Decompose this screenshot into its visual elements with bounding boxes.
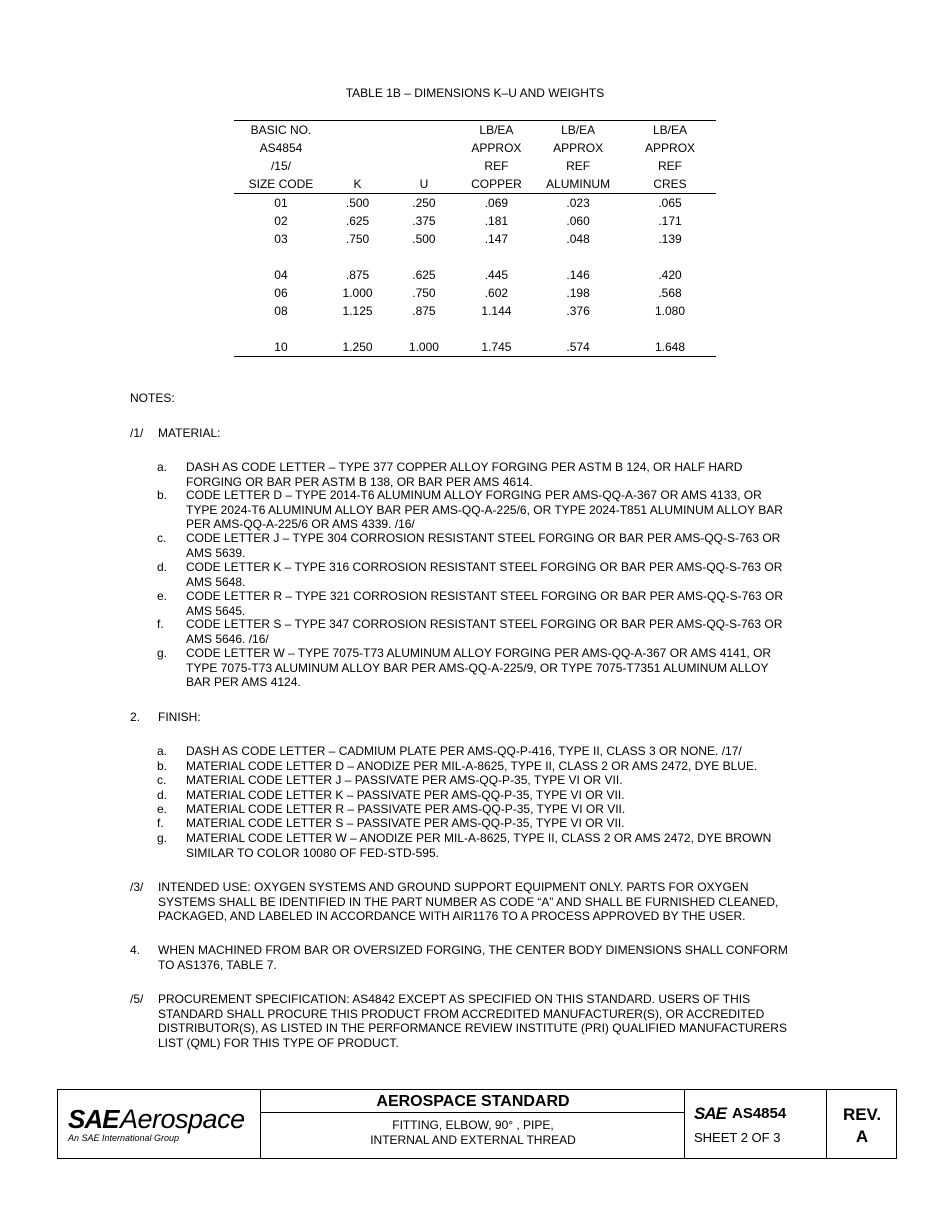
table-cell: 1.000 — [342, 286, 373, 300]
list-item-line: DASH AS CODE LETTER – CADMIUM PLATE PER AMS-QQ-P-416, TYPE II, CLASS 3 OR NONE. /17/ — [186, 744, 742, 758]
table-row — [234, 230, 716, 248]
header-cell: U — [387, 175, 461, 194]
header-cell: REF — [566, 159, 591, 173]
title-block — [57, 1089, 897, 1159]
table-cell: .625 — [345, 214, 370, 228]
revision-value: A — [855, 1127, 869, 1146]
list-item-line: AMS 5648. — [186, 574, 246, 589]
list-item-line: BAR PER AMS 4124. — [186, 675, 301, 689]
sheet-number: SHEET 2 OF 3 — [694, 1130, 781, 1145]
table-title: TABLE 1B – DIMENSIONS K–U AND WEIGHTS — [345, 86, 605, 100]
header-cell — [387, 121, 461, 140]
list-item-letter: f. — [157, 816, 164, 830]
list-item — [186, 802, 816, 817]
list-item-letter: b. — [157, 488, 168, 502]
table-cell: 01 — [274, 196, 288, 210]
note-line: WHEN MACHINED FROM BAR OR OVERSIZED FORGING, THE CENTER BODY DIMENSIONS SHALL CONFORM — [158, 943, 788, 957]
table-cell: .250 — [412, 196, 436, 210]
table-cell: 1.250 — [328, 338, 387, 357]
list-item — [186, 617, 816, 646]
list-item — [186, 560, 816, 589]
list-item-line: FORGING OR BAR PER ASTM B 138, OR BAR PER AMS 4614. — [186, 474, 533, 489]
list-item-line: DASH AS CODE LETTER – TYPE 377 COPPER ALLOY FORGING PER ASTM B 124, OR HALF HARD — [186, 460, 743, 474]
table-header-row — [234, 121, 716, 140]
header-cell: SIZE CODE — [234, 175, 328, 194]
table-cell: 1.648 — [624, 338, 716, 357]
table-cell: 04 — [274, 268, 288, 282]
note-line: TO AS1376, TABLE 7. — [158, 957, 277, 972]
standard-title-cell — [261, 1090, 685, 1158]
table-cell: .568 — [658, 286, 682, 300]
table-cell: .420 — [658, 268, 682, 282]
table-row — [234, 212, 716, 230]
list-item-letter: c. — [157, 531, 167, 545]
table-cell: .375 — [412, 214, 436, 228]
header-cell: AS4854 — [259, 141, 303, 155]
table-cell: .146 — [566, 268, 590, 282]
header-cell: LB/EA — [461, 121, 532, 140]
document-number: AS4854 — [732, 1105, 787, 1122]
note-title: MATERIAL: — [158, 426, 221, 440]
table-cell: 1.745 — [461, 338, 532, 357]
list-item-line: PER AMS-QQ-A-225/6 OR AMS 4339. /16/ — [186, 517, 415, 531]
table-cell: 1.000 — [387, 338, 461, 357]
revision-cell — [827, 1090, 897, 1158]
list-item — [186, 816, 816, 831]
table-cell: .875 — [345, 268, 370, 282]
table-cell: .171 — [658, 214, 682, 228]
header-cell: /15/ — [270, 159, 291, 173]
list-item — [186, 831, 816, 860]
list-item — [186, 646, 816, 690]
list-item-line: CODE LETTER R – TYPE 321 CORROSION RESISTANT STEEL FORGING OR BAR PER AMS-QQ-S-763 OR — [186, 589, 784, 603]
list-item-line: TYPE 7075-T73 ALUMINUM ALLOY BAR PER AMS-QQ-A-225/9, OR TYPE 7075-T7351 ALUMINUM ALLOY — [186, 660, 769, 675]
table-header-row — [234, 139, 716, 157]
list-item-line: MATERIAL CODE LETTER K – PASSIVATE PER AMS-QQ-P-35, TYPE VI OR VII. — [186, 788, 625, 802]
header-cell — [328, 121, 387, 140]
sae-aerospace-logo — [58, 1090, 261, 1158]
table-row — [234, 338, 716, 357]
list-item-letter: c. — [157, 773, 167, 787]
header-cell: LB/EA — [624, 121, 716, 140]
table-cell: 1.125 — [342, 304, 373, 318]
logo-sae-text: SAE — [68, 1104, 119, 1134]
header-cell: ALUMINUM — [532, 175, 624, 194]
list-item-line: AMS 5639. — [186, 545, 246, 560]
dimensions-table — [234, 120, 716, 357]
revision-label: REV. — [842, 1105, 882, 1124]
table-row — [234, 266, 716, 284]
list-item — [186, 744, 816, 759]
header-cell: BASIC NO. — [234, 121, 328, 140]
header-cell: LB/EA — [532, 121, 624, 140]
header-cell: COPPER — [461, 175, 532, 194]
note-number: /3/ — [130, 880, 144, 894]
list-item-letter: e. — [157, 802, 168, 816]
list-item-line: MATERIAL CODE LETTER R – PASSIVATE PER AMS-QQ-P-35, TYPE VI OR VII. — [186, 802, 626, 816]
table-cell: .602 — [484, 286, 509, 300]
table-cell: 03 — [274, 232, 288, 246]
note-line: PACKAGED, AND LABELED IN ACCORDANCE WITH AIR1176 TO A PROCESS APPROVED BY THE USER. — [158, 909, 746, 923]
note-number: 2. — [130, 710, 141, 724]
table-cell: .500 — [345, 196, 370, 210]
note-number: /5/ — [130, 992, 144, 1006]
list-item — [186, 788, 816, 803]
table-cell: 02 — [274, 214, 288, 228]
list-item-line: MATERIAL CODE LETTER W – ANODIZE PER MIL-A-8625, TYPE II, CLASS 2 OR AMS 2472, DYE BROWN — [186, 831, 772, 845]
table-cell: .060 — [566, 214, 590, 228]
table-cell: .139 — [658, 232, 682, 246]
note-line: INTENDED USE: OXYGEN SYSTEMS AND GROUND SUPPORT EQUIPMENT ONLY. PARTS FOR OXYGEN — [158, 880, 749, 894]
document-number-cell — [685, 1090, 827, 1158]
list-item — [186, 759, 816, 774]
list-item-letter: d. — [157, 560, 168, 574]
revision-info — [827, 1104, 897, 1148]
table-cell: .445 — [484, 268, 509, 282]
list-item-line: TYPE 2024-T6 ALUMINUM ALLOY BAR PER AMS-QQ-A-225/6, OR TYPE 2024-T851 ALUMINUM ALLOY BAR — [186, 502, 783, 517]
table-cell: .625 — [412, 268, 436, 282]
table-row — [234, 194, 716, 213]
table-header-row — [234, 175, 716, 194]
list-item — [186, 488, 816, 532]
note-line: SYSTEMS SHALL BE IDENTIFIED IN THE PART NUMBER AS CODE “A” AND SHALL BE FURNISHED CLEANED, — [158, 894, 779, 909]
list-item — [186, 589, 816, 618]
list-item-line: MATERIAL CODE LETTER J – PASSIVATE PER AMS-QQ-P-35, TYPE VI OR VII. — [186, 773, 623, 787]
part-description — [261, 1118, 685, 1148]
note-line: DISTRIBUTOR(S), AS LISTED IN THE PERFORMANCE REVIEW INSTITUTE (PRI) QUALIFIED MANUFACTURERS — [158, 1021, 787, 1035]
list-item-line: CODE LETTER W – TYPE 7075-T73 ALUMINUM ALLOY FORGING PER AMS-QQ-A-367 OR AMS 4141, OR — [186, 646, 772, 660]
standard-title: AEROSPACE STANDARD — [261, 1090, 685, 1113]
list-item-line: MATERIAL CODE LETTER D – ANODIZE PER MIL-A-8625, TYPE II, CLASS 2 OR AMS 2472, DYE BLUE. — [186, 759, 758, 773]
header-cell: REF — [484, 159, 509, 173]
table-cell: 08 — [274, 304, 288, 318]
note-number: /1/ — [130, 426, 144, 440]
table-cell: .069 — [484, 196, 509, 210]
list-item-letter: d. — [157, 788, 168, 802]
table-header-row — [234, 157, 716, 175]
table-spacer-row — [234, 320, 716, 338]
list-item-letter: e. — [157, 589, 168, 603]
table-cell: .181 — [484, 214, 509, 228]
list-item-letter: f. — [157, 617, 164, 631]
table-cell: .574 — [532, 338, 624, 357]
description-line: FITTING, ELBOW, 90° , PIPE, — [392, 1118, 554, 1132]
list-item-letter: g. — [157, 646, 168, 660]
note-number: 4. — [130, 943, 141, 957]
table-cell: 10 — [234, 338, 328, 357]
header-cell — [328, 157, 387, 175]
table-cell: .750 — [345, 232, 370, 246]
table-spacer-row — [234, 248, 716, 266]
list-item — [186, 531, 816, 560]
table-cell: .198 — [566, 286, 590, 300]
table-cell: .065 — [658, 196, 682, 210]
header-cell — [387, 157, 461, 175]
list-item — [186, 460, 816, 489]
logo-aerospace-text: Aerospace — [120, 1104, 245, 1134]
list-item-letter: a. — [157, 460, 168, 474]
table-row — [234, 302, 716, 320]
logo-subtitle: An SAE International Group — [68, 1133, 180, 1143]
list-item-letter: g. — [157, 831, 168, 845]
list-item-line: CODE LETTER K – TYPE 316 CORROSION RESISTANT STEEL FORGING OR BAR PER AMS-QQ-S-763 OR — [186, 560, 783, 574]
list-item-line: AMS 5645. — [186, 603, 246, 618]
table-cell: 06 — [274, 286, 288, 300]
list-item-line: CODE LETTER J – TYPE 304 CORROSION RESISTANT STEEL FORGING OR BAR PER AMS-QQ-S-763 OR — [186, 531, 781, 545]
table-cell: .500 — [412, 232, 436, 246]
table-cell: .147 — [484, 232, 509, 246]
note-title: FINISH: — [158, 710, 201, 724]
header-cell: K — [328, 175, 387, 194]
header-cell: CRES — [624, 175, 716, 194]
list-item-line: MATERIAL CODE LETTER S – PASSIVATE PER AMS-QQ-P-35, TYPE VI OR VII. — [186, 816, 625, 830]
table-cell: 1.144 — [481, 304, 512, 318]
note-line: STANDARD SHALL PROCURE THIS PRODUCT FROM ACCREDITED MANUFACTURER(S), OR ACCREDITED — [158, 1006, 765, 1021]
notes-heading: NOTES: — [130, 391, 175, 405]
list-item-line: AMS 5646. /16/ — [186, 631, 269, 646]
header-cell — [387, 139, 461, 157]
list-item-line: SIMILAR TO COLOR 10080 OF FED-STD-595. — [186, 845, 439, 860]
note-paragraph — [158, 943, 818, 972]
header-cell — [328, 139, 387, 157]
table-cell: .750 — [412, 286, 436, 300]
table-cell: .023 — [566, 196, 590, 210]
table-cell: .875 — [412, 304, 436, 318]
note-paragraph — [158, 992, 818, 1050]
note-line: PROCUREMENT SPECIFICATION: AS4842 EXCEPT AS SPECIFIED ON THIS STANDARD. USERS OF THIS — [158, 992, 751, 1006]
note-line: LIST (QML) FOR THIS TYPE OF PRODUCT. — [158, 1035, 399, 1050]
description-line: INTERNAL AND EXTERNAL THREAD — [370, 1133, 576, 1147]
header-cell: APPROX — [645, 141, 696, 155]
header-cell: REF — [658, 159, 683, 173]
table-cell: .376 — [566, 304, 590, 318]
list-item-line: CODE LETTER D – TYPE 2014-T6 ALUMINUM ALLOY FORGING PER AMS-QQ-A-367 OR AMS 4133, OR — [186, 488, 762, 502]
table-cell: .048 — [566, 232, 590, 246]
note-paragraph — [158, 880, 818, 924]
list-item-line: CODE LETTER S – TYPE 347 CORROSION RESISTANT STEEL FORGING OR BAR PER AMS-QQ-S-763 OR — [186, 617, 783, 631]
table-cell: 1.080 — [655, 304, 686, 318]
header-cell: APPROX — [471, 141, 522, 155]
list-item-letter: b. — [157, 759, 168, 773]
list-item-letter: a. — [157, 744, 168, 758]
sae-logo-icon: SAE — [694, 1104, 726, 1123]
list-item — [186, 773, 816, 788]
table-row — [234, 284, 716, 302]
header-cell: APPROX — [553, 141, 604, 155]
